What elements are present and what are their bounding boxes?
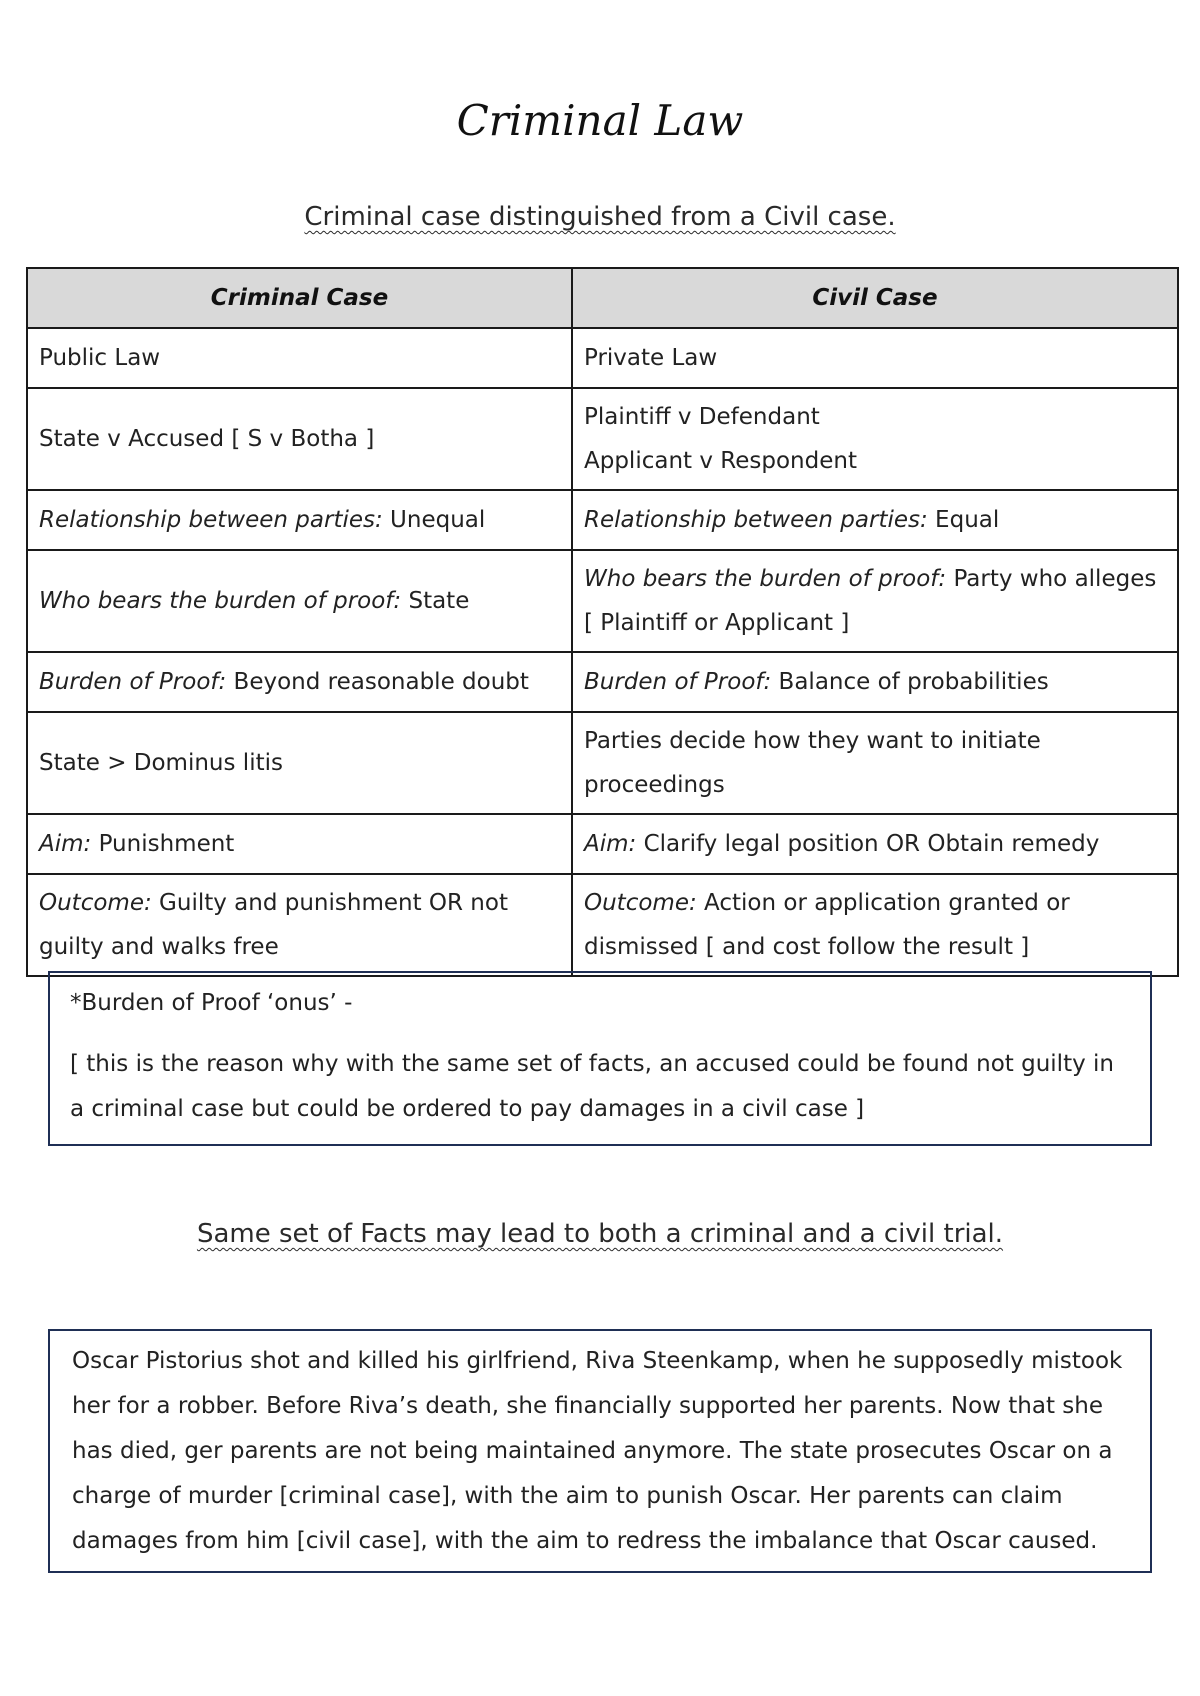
- cell-label: Relationship between parties:: [39, 507, 383, 533]
- criminal-cell: [27, 874, 572, 976]
- cell-text: Clarify legal position OR Obtain remedy: [636, 831, 1100, 857]
- civil-cell: [572, 874, 1178, 976]
- table-row: [27, 328, 1178, 388]
- page-title: Criminal Law: [456, 96, 744, 145]
- cell-text: Guilty and punishment OR not guilty and walks free: [39, 890, 508, 960]
- cell-label: Who bears the burden of proof:: [39, 588, 402, 614]
- table-row: [27, 814, 1178, 874]
- table-row: [27, 874, 1178, 976]
- comparison-table: [26, 267, 1179, 977]
- cell-text: Unequal: [382, 507, 486, 533]
- civil-cell: [572, 490, 1178, 550]
- cell-text: Party who alleges [ Plaintiff or Applicant ]: [584, 566, 1157, 636]
- example-case-box: [48, 1329, 1152, 1573]
- cell-label: Burden of Proof:: [39, 669, 227, 695]
- table-row: [27, 490, 1178, 550]
- table-header-row: [27, 268, 1178, 328]
- civil-cell: [572, 388, 1178, 490]
- civil-cell: [572, 814, 1178, 874]
- section-heading-comparison: Criminal case distinguished from a Civil case.: [304, 202, 896, 232]
- table-row: [27, 712, 1178, 814]
- onus-note-heading: *Burden of Proof ‘onus’ -: [70, 990, 353, 1016]
- cell-text: Punishment: [91, 831, 235, 857]
- cell-label: Relationship between parties:: [584, 507, 928, 533]
- civil-cell: [572, 652, 1178, 712]
- table-row: [27, 550, 1178, 652]
- onus-note-body: [ this is the reason why with the same set of facts, an accused could be found not guilty in a criminal case but could be ordered to pay damages in a civil case ]: [70, 1051, 1114, 1122]
- cell-label: Aim:: [584, 831, 637, 857]
- criminal-cell: [27, 328, 572, 388]
- cell-text: Public Law: [39, 345, 161, 371]
- column-header-civil: Civil Case: [572, 268, 1178, 328]
- civil-cell: [572, 550, 1178, 652]
- cell-text: Action or application granted or dismissed [ and cost follow the result ]: [584, 890, 1070, 960]
- criminal-cell: [27, 652, 572, 712]
- cell-text: State > Dominus litis: [39, 750, 283, 776]
- cell-text-line-2: Applicant v Respondent: [584, 448, 857, 474]
- cell-text: Equal: [927, 507, 1000, 533]
- cell-text: State: [401, 588, 470, 614]
- civil-cell: [572, 328, 1178, 388]
- cell-text: Parties decide how they want to initiate proceedings: [584, 728, 1041, 798]
- cell-text: State v Accused [ S v Botha ]: [39, 426, 375, 452]
- cell-label: Outcome:: [39, 890, 152, 916]
- cell-text: Beyond reasonable doubt: [226, 669, 529, 695]
- table-row: [27, 388, 1178, 490]
- cell-text: Private Law: [584, 345, 718, 371]
- section-heading-same-facts: Same set of Facts may lead to both a criminal and a civil trial.: [196, 1219, 1004, 1249]
- onus-note-box: [48, 971, 1152, 1146]
- criminal-cell: [27, 814, 572, 874]
- cell-label: Aim:: [39, 831, 92, 857]
- table-row: [27, 652, 1178, 712]
- criminal-cell: [27, 388, 572, 490]
- example-case-text: Oscar Pistorius shot and killed his girlfriend, Riva Steenkamp, when he supposedly mistook her for a robber. Before Riva’s death, she financially supported her parents. Now that she has died, ger parents are not being maintained anymore. The state prosecutes Oscar on a charge of murder [criminal case], with the aim to punish Oscar. Her parents can claim damages from him [civil case], with the aim to redress the imbalance that Oscar caused.: [72, 1348, 1123, 1554]
- cell-text: Plaintiff v Defendant: [584, 404, 820, 430]
- civil-cell: [572, 712, 1178, 814]
- cell-label: Burden of Proof:: [584, 669, 772, 695]
- cell-text: Balance of probabilities: [771, 669, 1049, 695]
- cell-label: Who bears the burden of proof:: [584, 566, 947, 592]
- criminal-cell: [27, 712, 572, 814]
- criminal-cell: [27, 550, 572, 652]
- criminal-cell: [27, 490, 572, 550]
- cell-label: Outcome:: [584, 890, 697, 916]
- column-header-criminal: Criminal Case: [27, 268, 572, 328]
